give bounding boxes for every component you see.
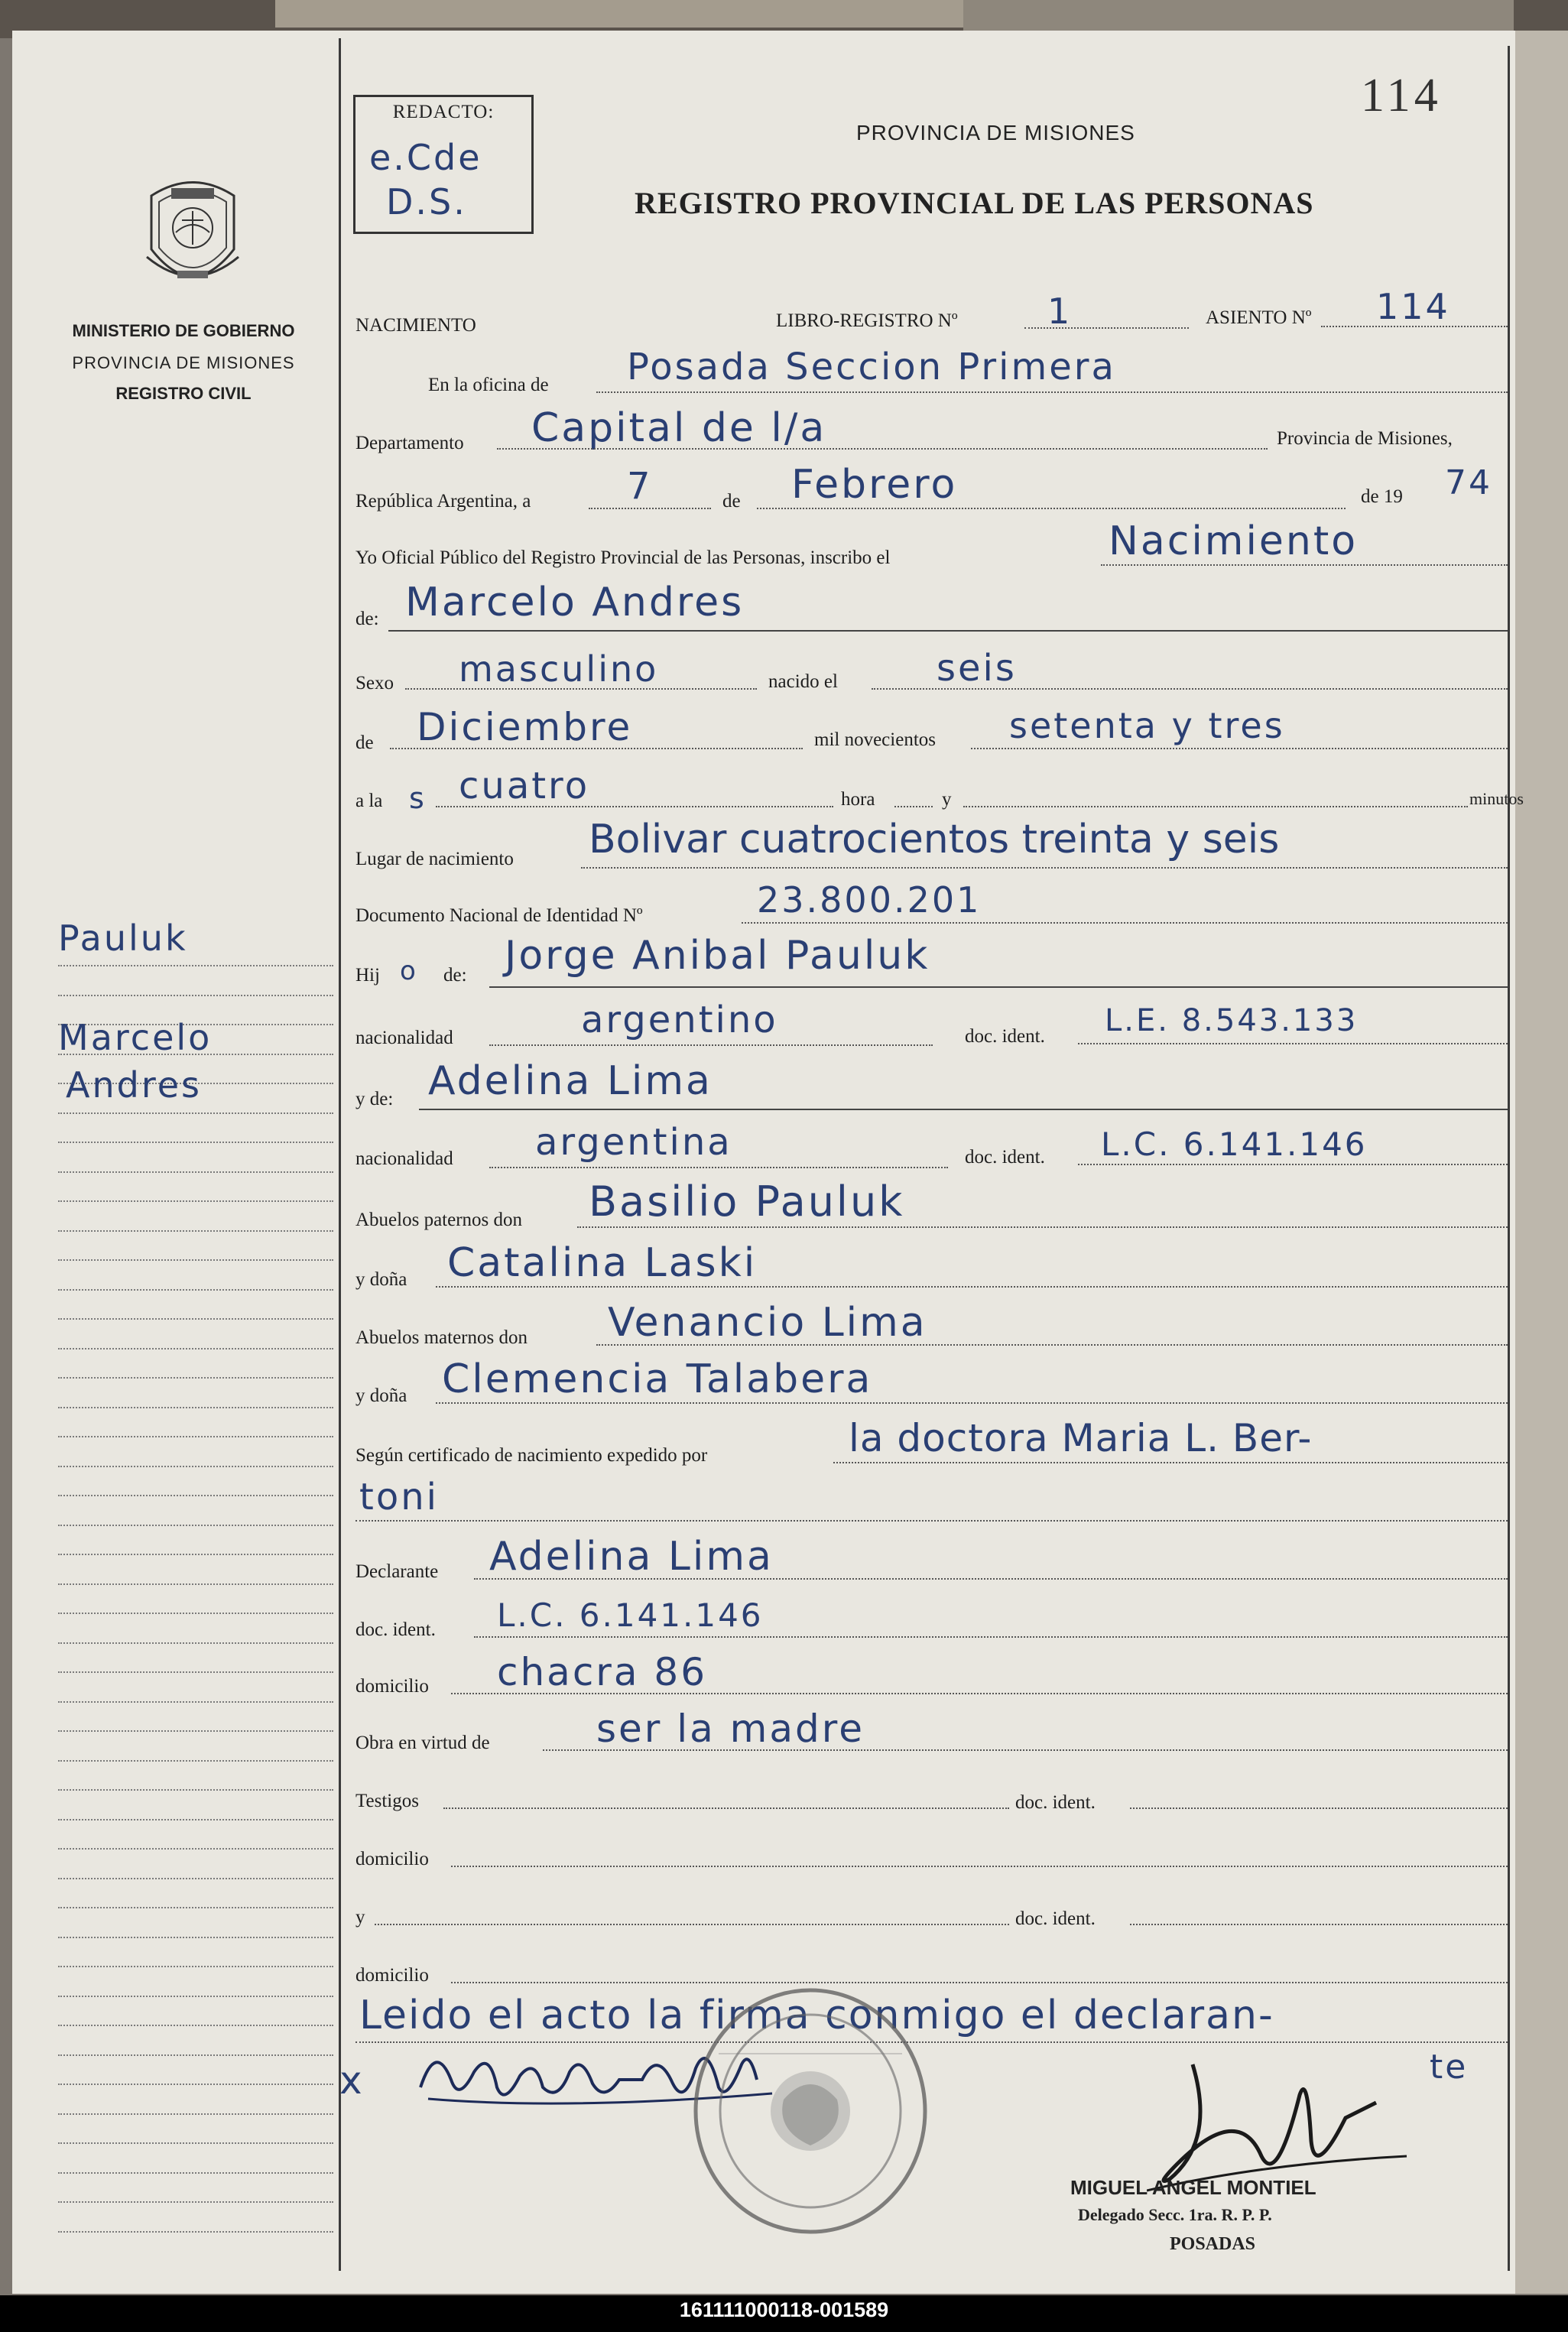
hora-label: hora [841,789,875,810]
margin-ruled-line [58,1171,333,1173]
page-number: 114 [1361,70,1442,122]
y-label: y [942,789,952,810]
domicilio-value: chacra 86 [497,1650,708,1694]
abuelos-maternos-label: Abuelos maternos don [355,1327,528,1348]
margin-note-given2: Andres [66,1064,202,1106]
abuela-paterna-value: Catalina Laski [447,1240,758,1286]
declarante-doc-value: L.C. 6.141.146 [497,1596,764,1634]
padre-doc-value: L.E. 8.543.133 [1105,1003,1359,1038]
margin-ruled-line [58,1259,333,1261]
margin-ruled-line [58,1230,333,1232]
testigos-label: Testigos [355,1791,419,1811]
departamento-label: Departamento [355,433,464,453]
testigo1-docident-label: doc. ident. [1015,1792,1096,1813]
nombre-value: Marcelo Andres [405,580,745,625]
margin-ruled-line [58,1377,333,1379]
margin-ruled-line [58,2142,333,2144]
ministry-province: PROVINCIA DE MISIONES [72,353,295,372]
abuela-materna-value: Clemencia Talabera [442,1356,873,1402]
margin-ruled-line [58,1583,333,1585]
testigo2-y-label: y [355,1907,365,1928]
margin-ruled-line [58,1495,333,1496]
declarante-label: Declarante [355,1561,439,1582]
margin-ruled-line [58,1907,333,1908]
republica-label: República Argentina, a [355,491,531,512]
margin-ruled-line [58,1937,333,1938]
margin-note-surname: Pauluk [58,918,188,959]
nacido-value: seis [937,647,1017,690]
segun-value: la doctora Maria L. Ber- [849,1416,1313,1460]
de-nombre-label: de: [355,609,379,629]
hijo-label: Hij [355,965,380,986]
margin-ruled-line [58,1525,333,1526]
margin-ruled-line [58,2201,333,2203]
province-heading: PROVINCIA DE MISIONES [856,121,1135,145]
margin-ruled-line [58,2025,333,2026]
closing-statement-cont: te [1430,2048,1469,2087]
margin-ruled-line [58,1789,333,1791]
official-title: Delegado Secc. 1ra. R. P. P. [1078,2205,1272,2224]
margin-ruled-line [58,1848,333,1850]
official-city: POSADAS [1170,2234,1256,2254]
mes-value: Febrero [791,462,958,508]
margin-ruled-line [58,965,333,966]
margin-ruled-line [58,1671,333,1673]
obra-label: Obra en virtud de [355,1733,490,1753]
ministry-title: MINISTERIO DE GOBIERNO [72,321,295,340]
libro-value: 1 [1047,291,1073,332]
margin-ruled-line [58,2084,333,2085]
nacido-label: nacido el [768,671,838,692]
margin-ruled-line [58,1466,333,1467]
lugar-value: Bolivar cuatrocientos treinta y seis [589,817,1280,862]
redacto-label: REDACTO: [392,102,495,122]
de-mes-nac-label: de [355,732,374,753]
page-stack-edge [1515,31,1568,2294]
margin-ruled-line [58,1966,333,1967]
madre-doc-value: L.C. 6.141.146 [1101,1125,1368,1163]
segun-certificado-label: Según certificado de nacimiento expedido por [355,1445,708,1466]
inscribo-value: Nacimiento [1109,518,1359,564]
book-cover-edge-right [963,0,1514,31]
departamento-value: Capital de l/a [531,405,827,451]
book-cover-edge [275,0,963,28]
file-code: 161111000118-001589 [679,2298,889,2321]
dni-label: Documento Nacional de Identidad Nº [355,905,643,926]
margin-ruled-line [58,1819,333,1820]
margin-ruled-line [58,1730,333,1732]
margin-ruled-line [58,1142,333,1143]
de-label: de [722,491,741,512]
margin-ruled-line [58,1407,333,1408]
sexo-label: Sexo [355,673,394,693]
abuelos-paternos-label: Abuelos paternos don [355,1210,523,1230]
nacimiento-label: NACIMIENTO [355,315,476,336]
padre-nacionalidad-value: argentino [581,999,778,1041]
testigo2-docident-label: doc. ident. [1015,1908,1096,1929]
madre-value: Adelina Lima [428,1058,713,1104]
margin-ruled-line [58,2113,333,2115]
padre-docident-label: doc. ident. [965,1026,1045,1047]
provincial-seal-icon [136,173,249,295]
hijo-de-label: de: [443,965,467,986]
registry-heading: REGISTRO PROVINCIAL DE LAS PERSONAS [635,186,1314,220]
dia-value: 7 [627,465,653,508]
hijo-suffix: o [400,956,418,986]
margin-ruled-line [58,1760,333,1762]
margin-note-given1: Marcelo [58,1017,213,1058]
padre-value: Jorge Anibal Pauluk [505,933,930,979]
margin-ruled-line [58,2054,333,2056]
hora-value: cuatro [459,765,590,807]
madre-nacionalidad-value: argentina [535,1121,732,1164]
margin-ruled-line [58,2172,333,2174]
oficina-value: Posada Seccion Primera [627,346,1116,388]
official-signature-icon [1147,2049,1437,2194]
form-right-border [1508,46,1510,2271]
margin-ruled-line [58,1613,333,1614]
margin-ruled-line [58,1642,333,1644]
abuela-materna-label: y doña [355,1385,407,1406]
margin-ruled-line [58,1554,333,1555]
libro-label: LIBRO-REGISTRO Nº [776,310,958,331]
margin-ruled-line [58,1701,333,1703]
margin-ruled-line [58,1348,333,1350]
margin-ruled-line [58,1200,333,1202]
ministry-office: REGISTRO CIVIL [115,384,252,403]
testigo1-domicilio-label: domicilio [355,1849,429,1869]
testigo2-domicilio-label: domicilio [355,1965,429,1986]
margin-column-divider [339,38,341,2271]
mil-novecientos-label: mil novecientos [814,729,936,750]
yo-oficial-label: Yo Oficial Público del Registro Provincial de las Personas, inscribo el [355,547,891,568]
asiento-value: 114 [1376,286,1450,327]
redacto-initials-line2: D.S. [386,181,467,222]
madre-nacionalidad-label: nacionalidad [355,1148,453,1169]
sexo-value: masculino [459,648,659,690]
official-name: MIGUEL ANGEL MONTIEL [1070,2176,1316,2199]
a-las-label: a la [355,791,383,811]
anio-nac-value: setenta y tres [1009,705,1285,746]
oficina-label: En la oficina de [428,375,549,395]
domicilio-label: domicilio [355,1676,429,1697]
dni-value: 23.800.201 [757,879,982,921]
obra-value: ser la madre [596,1707,865,1751]
y-de-label: y de: [355,1089,394,1109]
margin-ruled-line [58,1318,333,1320]
abuela-paterna-label: y doña [355,1269,407,1290]
redacto-box [353,95,534,234]
abuelo-materno-value: Venancio Lima [608,1300,927,1346]
de-19-label: de 19 [1361,486,1403,507]
lugar-label: Lugar de nacimiento [355,849,514,869]
margin-ruled-line [58,1996,333,1997]
margin-ruled-line [58,995,333,996]
segun-value-cont: toni [359,1476,439,1518]
margin-ruled-line [58,1436,333,1437]
redacto-initials-line1: e.Cde [369,137,482,178]
margin-ruled-line [58,1289,333,1291]
asiento-label: ASIENTO Nº [1206,307,1312,328]
closing-statement: Leido el acto la firma conmigo el declaran- [359,1993,1274,2038]
declarante-docident-label: doc. ident. [355,1619,436,1640]
madre-docident-label: doc. ident. [965,1147,1045,1168]
minutos-label: minutos [1469,789,1524,808]
margin-ruled-line [58,1878,333,1879]
provincia-misiones-label: Provincia de Misiones, [1277,428,1453,449]
padre-nacionalidad-label: nacionalidad [355,1028,453,1048]
abuelo-paterno-value: Basilio Pauluk [589,1177,905,1226]
official-seal-stamp-icon [688,1985,933,2237]
declarant-x-mark: x [339,2058,365,2103]
mes-nac-value: Diciembre [417,705,633,749]
anio-value: 74 [1445,463,1492,502]
declarante-value: Adelina Lima [489,1534,774,1580]
margin-ruled-line [58,2231,333,2233]
margin-ruled-line [58,1112,333,1114]
a-las-suffix: s [409,781,427,815]
